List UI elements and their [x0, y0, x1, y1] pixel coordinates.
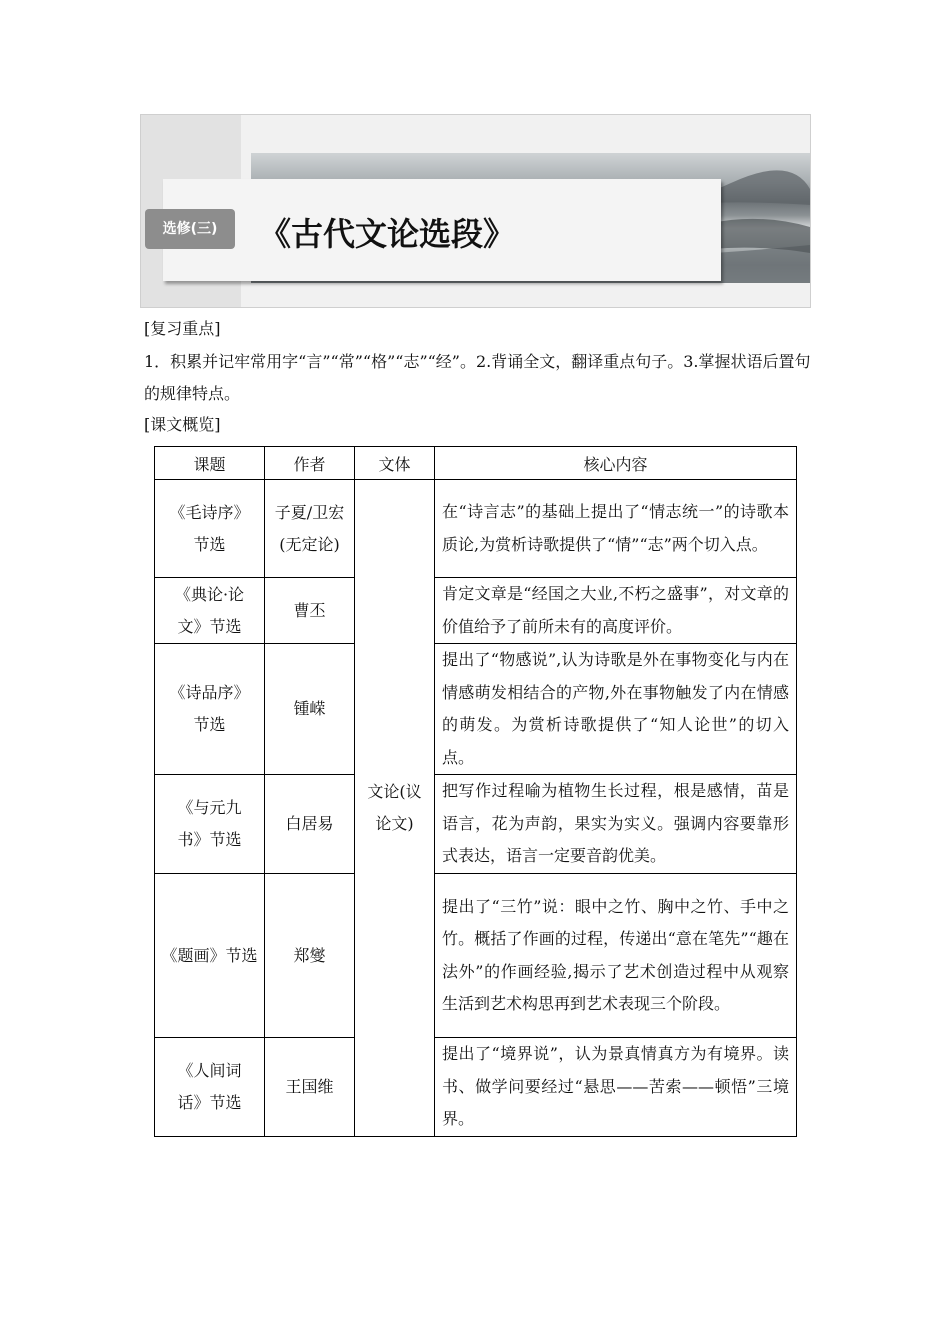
table-row: [155, 578, 797, 644]
overview-heading: [课文概览]: [144, 415, 221, 434]
page-title: 《古代文论选段》: [259, 215, 516, 253]
review-heading: [复习重点]: [144, 319, 221, 338]
overview-table: [154, 446, 797, 1137]
row-title: 《人间词话》节选: [155, 1038, 265, 1137]
row-title: 《毛诗序》节选: [155, 480, 265, 578]
row-title: 《与元九书》节选: [155, 775, 265, 874]
table-header-row: [155, 447, 797, 480]
row-content: 在“诗言志”的基础上提出了“情志统一”的诗歌本质论,为赏析诗歌提供了“情”“志”两个切入点。: [435, 480, 797, 578]
header-style: 文体: [355, 447, 435, 480]
row-author: 王国维: [265, 1038, 355, 1137]
row-author: 郑燮: [265, 874, 355, 1038]
row-title: 《典论·论文》节选: [155, 578, 265, 644]
row-author: 白居易: [265, 775, 355, 874]
row-author: 锺嵘: [265, 644, 355, 775]
row-title: 《诗品序》节选: [155, 644, 265, 775]
table-row: [155, 775, 797, 874]
header-banner: [140, 114, 811, 308]
header-content: 核心内容: [435, 447, 797, 480]
row-title: 《题画》节选: [155, 874, 265, 1038]
module-tag: 选修(三): [145, 209, 235, 249]
table-row: [155, 644, 797, 775]
row-style: 文论(议论文): [355, 480, 435, 1137]
header-title: 课题: [155, 447, 265, 480]
row-author: 子夏/卫宏(无定论): [265, 480, 355, 578]
review-points: 1．积累并记牢常用字“言”“常”“格”“志”“经”。2.背诵全文，翻译重点句子。3.掌握状语后置句的规律特点。: [144, 352, 811, 403]
row-content: 肯定文章是“经国之大业,不朽之盛事”，对文章的价值给予了前所未有的高度评价。: [435, 578, 797, 644]
header-author: 作者: [265, 447, 355, 480]
row-content: 提出了“物感说”,认为诗歌是外在事物变化与内在情感萌发相结合的产物,外在事物触发了内在情感的萌发。为赏析诗歌提供了“知人论世”的切入点。: [435, 644, 797, 775]
table-row: [155, 480, 797, 578]
row-content: 把写作过程喻为植物生长过程，根是感情，苗是语言，花为声韵，果实为实义。强调内容要靠形式表达，语言一定要音韵优美。: [435, 775, 797, 874]
row-content: 提出了“境界说”，认为景真情真方为有境界。读书、做学问要经过“悬思——苦索——顿悟”三境界。: [435, 1038, 797, 1137]
row-author: 曹丕: [265, 578, 355, 644]
table-row: [155, 874, 797, 1038]
row-content: 提出了“三竹”说：眼中之竹、胸中之竹、手中之竹。概括了作画的过程，传递出“意在笔先”“趣在法外”的作画经验,揭示了艺术创造过程中从观察生活到艺术构思再到艺术表现三个阶段。: [435, 874, 797, 1038]
table-row: [155, 1038, 797, 1137]
